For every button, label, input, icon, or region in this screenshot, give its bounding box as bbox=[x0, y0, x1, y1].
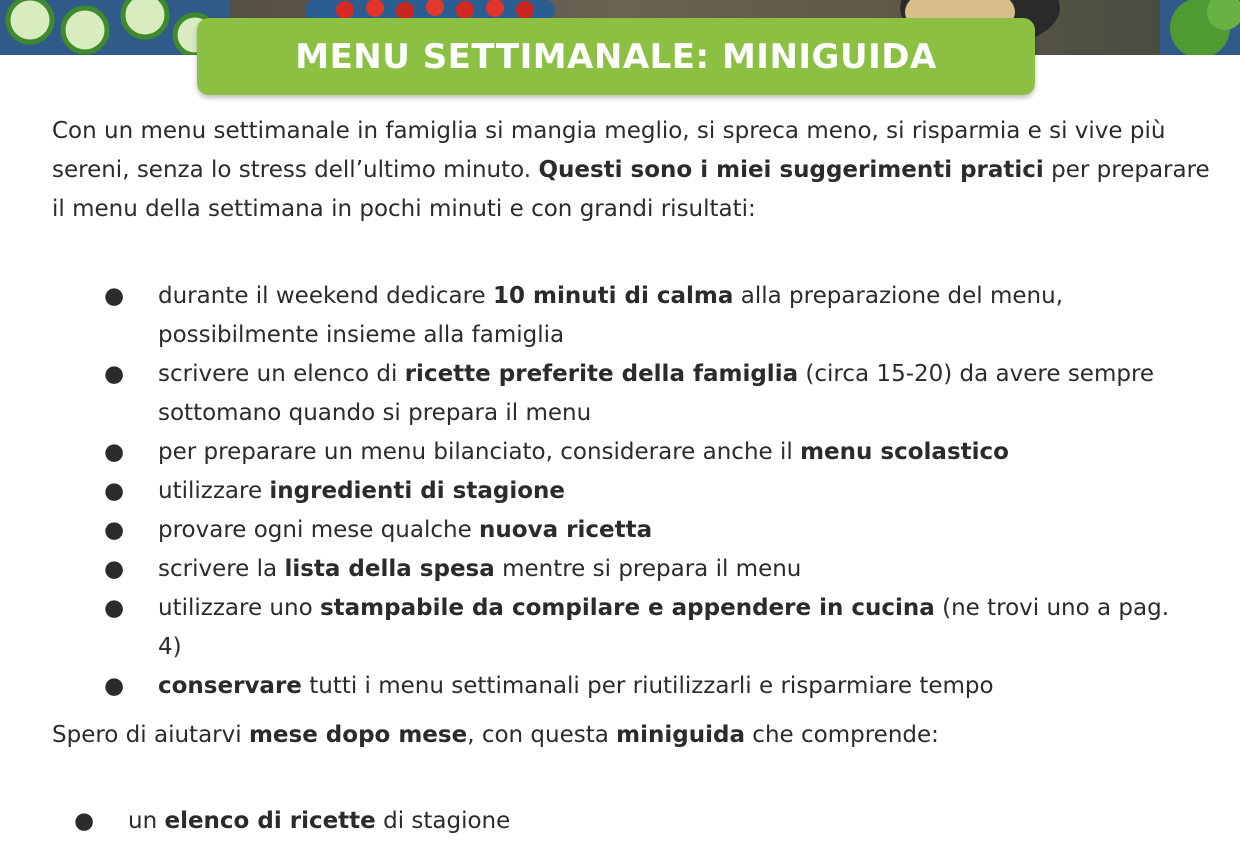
bullet-icon: ● bbox=[104, 478, 125, 504]
bullet-icon: ● bbox=[104, 361, 125, 387]
tip-text: (circa 15-20) da avere sempre sottomano quando si prepara il menu bbox=[158, 361, 1155, 426]
guide-bold: elenco di ricette bbox=[164, 808, 376, 834]
intro-bold-text: Questi sono i miei suggerimenti pratici bbox=[538, 157, 1044, 183]
list-item bbox=[52, 277, 1172, 355]
intro-text-2: per preparare il menu della settimana in pochi minuti e con grandi risultati: bbox=[52, 157, 1210, 222]
guide-text: di stagione bbox=[375, 808, 511, 834]
list-item bbox=[52, 589, 1172, 667]
guide-text: un bbox=[128, 808, 165, 834]
tip-text: per preparare un menu bilanciato, considerare anche il bbox=[158, 439, 801, 465]
bullet-icon: ● bbox=[104, 517, 125, 543]
bullet-icon: ● bbox=[104, 673, 125, 699]
tips-list bbox=[52, 277, 1172, 706]
list-item bbox=[52, 472, 1172, 511]
list-item bbox=[52, 550, 1172, 589]
bullet-icon: ● bbox=[104, 556, 125, 582]
tip-text: scrivere la bbox=[158, 556, 285, 582]
tip-text: utilizzare uno bbox=[158, 595, 320, 621]
bullet-icon: ● bbox=[104, 595, 125, 621]
tip-text: scrivere un elenco di bbox=[158, 361, 405, 387]
tip-bold: conservare bbox=[158, 673, 302, 699]
title-banner bbox=[197, 18, 1035, 95]
closing-bold-2: miniguida bbox=[616, 722, 745, 748]
tip-text: tutti i menu settimanali per riutilizzarli e risparmiare tempo bbox=[301, 673, 994, 699]
intro-section bbox=[52, 112, 1212, 229]
list-item bbox=[52, 667, 1172, 706]
tip-text: mentre si prepara il menu bbox=[494, 556, 802, 582]
tip-bold: 10 minuti di calma bbox=[493, 283, 734, 309]
tip-bold: stampabile da compilare e appendere in cucina bbox=[319, 595, 935, 621]
tip-bold: ricette preferite della famiglia bbox=[404, 361, 799, 387]
closing-text-2: , con questa bbox=[467, 722, 617, 748]
tip-bold: nuova ricetta bbox=[479, 517, 653, 543]
closing-text-3: che comprende: bbox=[745, 722, 939, 748]
tip-text: alla preparazione del menu, possibilmente insieme alla famiglia bbox=[158, 283, 1064, 348]
bullet-icon: ● bbox=[104, 439, 125, 465]
tip-bold: lista della spesa bbox=[284, 556, 495, 582]
bullet-icon: ● bbox=[104, 283, 125, 309]
closing-bold-1: mese dopo mese bbox=[248, 722, 468, 748]
list-item bbox=[52, 511, 1172, 550]
list-item bbox=[52, 802, 1172, 841]
tip-text: durante il weekend dedicare bbox=[158, 283, 494, 309]
page-title: MENU SETTIMANALE: MINIGUIDA bbox=[295, 36, 937, 77]
bullet-icon: ● bbox=[74, 808, 95, 834]
tip-bold: menu scolastico bbox=[800, 439, 1009, 465]
intro-paragraph bbox=[52, 112, 1212, 229]
list-item bbox=[52, 433, 1172, 472]
list-item bbox=[52, 355, 1172, 433]
closing-text-1: Spero di aiutarvi bbox=[52, 722, 249, 748]
tip-bold: ingredienti di stagione bbox=[269, 478, 565, 504]
guide-contents-list bbox=[52, 802, 1172, 841]
tip-text: provare ogni mese qualche bbox=[158, 517, 480, 543]
tip-text: (ne trovi uno a pag. 4) bbox=[158, 595, 1170, 660]
intro-text-1: Con un menu settimanale in famiglia si mangia meglio, si spreca meno, si risparmia e si vive più sereni, senza lo stress dell’ultimo minuto. bbox=[52, 118, 1166, 183]
closing-paragraph bbox=[52, 716, 939, 755]
tip-text: utilizzare bbox=[158, 478, 270, 504]
